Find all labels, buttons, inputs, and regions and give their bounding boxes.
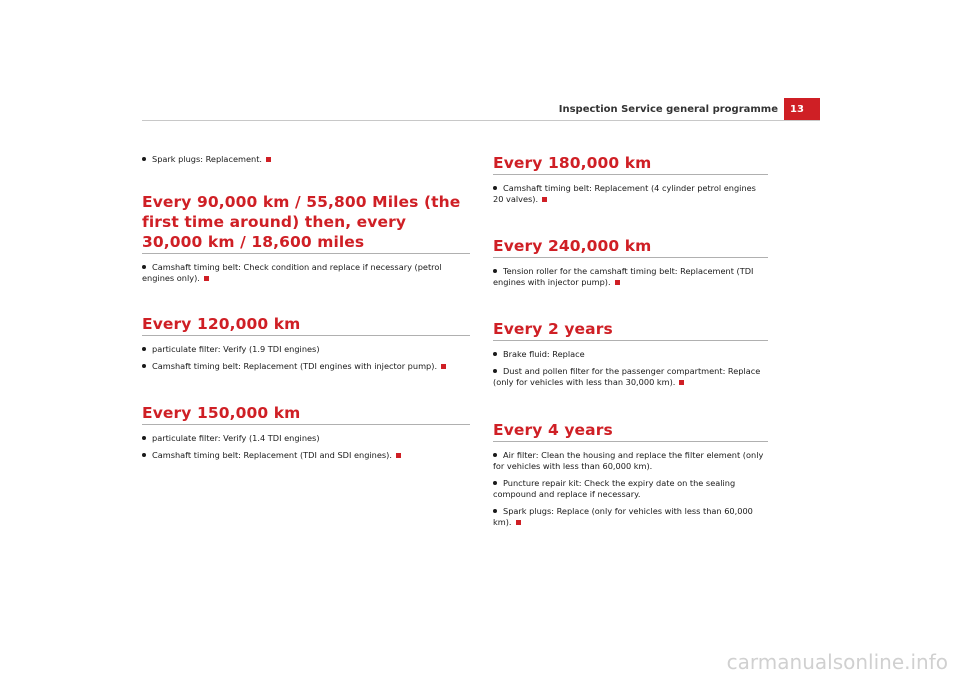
bullet-dot-icon — [493, 352, 497, 356]
end-mark-icon — [542, 197, 547, 202]
end-mark-icon — [441, 364, 446, 369]
list-item: Puncture repair kit: Check the expiry date on the sealing compound and replace if necessary. — [493, 478, 736, 499]
bullet-dot-icon — [142, 347, 146, 351]
section-every-150000-km — [142, 403, 470, 467]
list-item: particulate filter: Verify (1.9 TDI engines) — [142, 344, 470, 355]
bullet-dot-icon — [142, 453, 146, 457]
list-item: Tension roller for the camshaft timing belt: Replacement (TDI engines with injector pump). — [493, 266, 754, 287]
end-mark-icon — [204, 276, 209, 281]
list-item: Dust and pollen filter for the passenger compartment: Replace (only for vehicles with less than 30,000 km). — [493, 366, 761, 387]
bullet-dot-icon — [493, 269, 497, 273]
watermark: carmanualsonline.info — [726, 650, 948, 674]
list-item: Brake fluid: Replace — [493, 349, 768, 360]
section-every-4-years — [493, 420, 768, 534]
list-item: Spark plugs: Replacement. — [142, 154, 470, 165]
section-heading: Every 2 years — [493, 319, 768, 341]
section-heading: Every 150,000 km — [142, 403, 470, 425]
header-rule — [142, 120, 820, 121]
bullet-dot-icon — [493, 453, 497, 457]
bullet-dot-icon — [493, 481, 497, 485]
header-title: Inspection Service general programme — [558, 104, 778, 115]
bullet-dot-icon — [142, 157, 146, 161]
end-mark-icon — [266, 157, 271, 162]
section-every-240000-km — [493, 236, 768, 294]
end-mark-icon — [396, 453, 401, 458]
left-intro — [142, 154, 470, 171]
end-mark-icon — [516, 520, 521, 525]
list-item: Camshaft timing belt: Check condition and replace if necessary (petrol engines only). — [142, 262, 442, 283]
list-item: Camshaft timing belt: Replacement (4 cylinder petrol engines 20 valves). — [493, 183, 756, 204]
section-every-120000-km — [142, 314, 470, 378]
bullet-dot-icon — [493, 186, 497, 190]
list-item: Camshaft timing belt: Replacement (TDI and SDI engines). — [142, 450, 470, 461]
section-every-2-years — [493, 319, 768, 394]
page-number-badge: 13 — [784, 98, 820, 120]
bullet-dot-icon — [493, 509, 497, 513]
bullet-dot-icon — [142, 364, 146, 368]
list-item: Air filter: Clean the housing and replace the filter element (only for vehicles with less than 60,000 km). — [493, 450, 764, 471]
bullet-dot-icon — [493, 369, 497, 373]
section-heading: Every 240,000 km — [493, 236, 768, 258]
list-item: Spark plugs: Replace (only for vehicles with less than 60,000 km). — [493, 506, 753, 527]
section-every-90000-km — [142, 192, 470, 290]
section-heading: Every 4 years — [493, 420, 768, 442]
section-heading: Every 180,000 km — [493, 153, 768, 175]
section-heading: Every 90,000 km / 55,800 Miles (the first time around) then, every 30,000 km / 18,600 miles — [142, 192, 470, 254]
end-mark-icon — [679, 380, 684, 385]
end-mark-icon — [615, 280, 620, 285]
list-item: Camshaft timing belt: Replacement (TDI engines with injector pump). — [142, 361, 470, 372]
section-heading: Every 120,000 km — [142, 314, 470, 336]
bullet-dot-icon — [142, 436, 146, 440]
bullet-dot-icon — [142, 265, 146, 269]
list-item: particulate filter: Verify (1.4 TDI engines) — [142, 433, 470, 444]
section-every-180000-km — [493, 153, 768, 211]
